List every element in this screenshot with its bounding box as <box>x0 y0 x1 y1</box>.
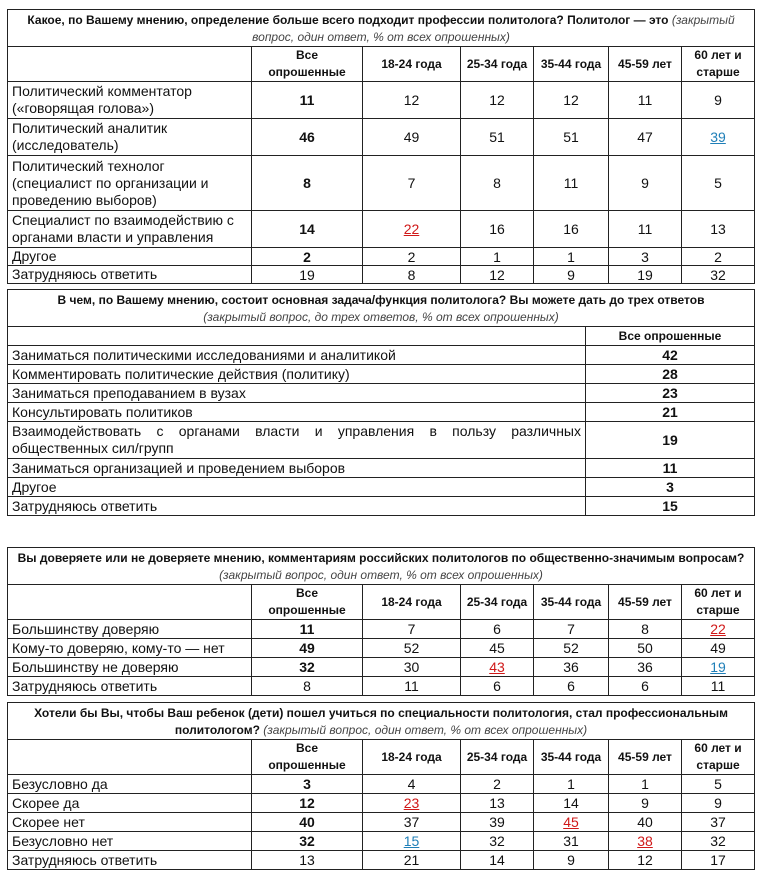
cell: 6 <box>534 677 609 696</box>
question-title <box>8 10 755 47</box>
header-all: Все опрошенные <box>586 327 755 346</box>
cell: 11 <box>252 82 363 119</box>
row-label: Затрудняюсь ответить <box>8 266 252 284</box>
cell: 9 <box>609 794 682 813</box>
cell: 2 <box>461 775 534 794</box>
table-row <box>8 497 755 516</box>
cell: 51 <box>534 119 609 156</box>
cell: 9 <box>609 156 682 211</box>
cell: 52 <box>534 639 609 658</box>
header-45-59: 45-59 лет <box>609 47 682 82</box>
cell: 11 <box>363 677 461 696</box>
header-35-44: 35-44 года <box>534 585 609 620</box>
table-row <box>8 832 755 851</box>
cell: 49 <box>252 639 363 658</box>
row-label: Комментировать политические действия (политику) <box>8 365 586 384</box>
row-label: Затрудняюсь ответить <box>8 677 252 696</box>
row-label: Заниматься политическими исследованиями и аналитикой <box>8 346 586 365</box>
cell: 8 <box>609 620 682 639</box>
cell: 30 <box>363 658 461 677</box>
cell: 2 <box>363 248 461 266</box>
table-row <box>8 82 755 119</box>
highlight-above: 22 <box>710 621 726 637</box>
highlight-above: 38 <box>637 833 653 849</box>
cell: 4 <box>363 775 461 794</box>
cell: 13 <box>461 794 534 813</box>
table-row <box>8 346 755 365</box>
table-row <box>8 851 755 870</box>
cell: 9 <box>682 794 755 813</box>
cell: 32 <box>252 832 363 851</box>
cell: 32 <box>252 658 363 677</box>
row-label: Взаимодействовать с органами власти и управления в пользу различных общественных сил/групп <box>8 422 586 459</box>
table-profession-definition <box>7 9 755 284</box>
header-18-24: 18-24 года <box>363 585 461 620</box>
table-row <box>8 658 755 677</box>
cell: 14 <box>252 211 363 248</box>
question-title <box>8 290 755 327</box>
header-60plus: 60 лет и старше <box>682 585 755 620</box>
table-row <box>8 813 755 832</box>
row-label: Специалист по взаимодействию с органами власти и управления <box>8 211 252 248</box>
cell: 1 <box>461 248 534 266</box>
cell: 14 <box>461 851 534 870</box>
table-row <box>8 248 755 266</box>
highlight-below: 39 <box>710 129 726 145</box>
header-18-24: 18-24 года <box>363 47 461 82</box>
highlight-above: 45 <box>563 814 579 830</box>
cell: 42 <box>586 346 755 365</box>
header-60plus: 60 лет и старше <box>682 740 755 775</box>
cell: 3 <box>609 248 682 266</box>
highlight-below: 15 <box>403 833 420 849</box>
cell: 8 <box>461 156 534 211</box>
table-row <box>8 211 755 248</box>
header-35-44: 35-44 года <box>534 47 609 82</box>
cell: 11 <box>586 459 755 478</box>
question-note: (закрытый вопрос, один ответ, % от всех опрошенных) <box>263 723 588 737</box>
question-text: Хотели бы Вы, чтобы Ваш ребенок (дети) пошел учиться по специальности политология, стал профессиональным политологом? <box>34 706 728 737</box>
cell: 13 <box>252 851 363 870</box>
question-note: (закрытый вопрос, один ответ, % от всех опрошенных) <box>219 568 543 582</box>
cell: 6 <box>461 677 534 696</box>
cell: 36 <box>534 658 609 677</box>
cell: 3 <box>586 478 755 497</box>
header-60plus: 60 лет и старше <box>682 47 755 82</box>
cell: 28 <box>586 365 755 384</box>
cell: 12 <box>363 82 461 119</box>
row-label: Безусловно нет <box>8 832 252 851</box>
question-text: Какое, по Вашему мнению, определение больше всего подходит профессии политолога? Политолог — это <box>27 13 669 27</box>
header-45-59: 45-59 лет <box>609 740 682 775</box>
table-row <box>8 119 755 156</box>
cell: 5 <box>682 775 755 794</box>
row-label: Другое <box>8 248 252 266</box>
cell: 2 <box>252 248 363 266</box>
row-label: Другое <box>8 478 586 497</box>
table-child-politology <box>7 702 755 870</box>
cell: 16 <box>534 211 609 248</box>
table-row <box>8 384 755 403</box>
cell: 46 <box>252 119 363 156</box>
cell: 3 <box>252 775 363 794</box>
row-label: Консультировать политиков <box>8 403 586 422</box>
cell: 32 <box>682 266 755 284</box>
row-label: Скорее да <box>8 794 252 813</box>
header-45-59: 45-59 лет <box>609 585 682 620</box>
row-label: Политический комментатор («говорящая голова») <box>8 82 252 119</box>
header-all: Все опрошенные <box>252 740 363 775</box>
question-note: (закрытый вопрос, до трех ответов, % от всех опрошенных) <box>203 310 559 324</box>
cell: 9 <box>682 82 755 119</box>
table-row <box>8 422 755 459</box>
question-note: (закрытый вопрос, один ответ, % от всех опрошенных) <box>252 13 735 44</box>
cell: 50 <box>609 639 682 658</box>
table-row <box>8 677 755 696</box>
cell: 12 <box>252 794 363 813</box>
cell: 2 <box>682 248 755 266</box>
table-row <box>8 620 755 639</box>
row-label: Политический аналитик (исследователь) <box>8 119 252 156</box>
cell: 32 <box>682 832 755 851</box>
cell: 19 <box>252 266 363 284</box>
table-row <box>8 365 755 384</box>
cell: 14 <box>534 794 609 813</box>
cell: 11 <box>252 620 363 639</box>
cell: 16 <box>461 211 534 248</box>
cell: 11 <box>609 211 682 248</box>
question-title <box>8 548 755 585</box>
cell: 7 <box>534 620 609 639</box>
table-main-function <box>7 289 755 516</box>
header-25-34: 25-34 года <box>461 47 534 82</box>
cell: 8 <box>252 677 363 696</box>
table-row <box>8 639 755 658</box>
cell: 45 <box>461 639 534 658</box>
row-label: Политический технолог (специалист по организации и проведению выборов) <box>8 156 252 211</box>
cell: 37 <box>682 813 755 832</box>
header-25-34: 25-34 года <box>461 585 534 620</box>
cell: 21 <box>586 403 755 422</box>
cell: 1 <box>609 775 682 794</box>
table-row <box>8 266 755 284</box>
cell: 12 <box>461 82 534 119</box>
cell: 49 <box>363 119 461 156</box>
table-trust-politologists <box>7 547 755 696</box>
row-label: Заниматься преподаванием в вузах <box>8 384 586 403</box>
cell: 40 <box>252 813 363 832</box>
cell: 13 <box>682 211 755 248</box>
cell: 9 <box>534 266 609 284</box>
header-empty <box>8 740 252 775</box>
cell: 17 <box>682 851 755 870</box>
highlight-below: 19 <box>710 659 726 675</box>
cell: 1 <box>534 248 609 266</box>
cell: 19 <box>609 266 682 284</box>
cell: 12 <box>534 82 609 119</box>
cell: 32 <box>461 832 534 851</box>
cell: 1 <box>534 775 609 794</box>
cell: 12 <box>461 266 534 284</box>
table-row <box>8 775 755 794</box>
cell: 19 <box>586 422 755 459</box>
question-title <box>8 703 755 740</box>
cell: 15 <box>586 497 755 516</box>
cell: 5 <box>682 156 755 211</box>
row-label: Затрудняюсь ответить <box>8 851 252 870</box>
question-text: Вы доверяете или не доверяете мнению, комментариям российских политологов по общественно-значимым вопросам? <box>17 551 745 565</box>
cell: 12 <box>609 851 682 870</box>
highlight-above: 23 <box>403 795 420 811</box>
row-label: Безусловно да <box>8 775 252 794</box>
cell: 21 <box>363 851 461 870</box>
cell: 11 <box>682 677 755 696</box>
cell: 47 <box>609 119 682 156</box>
header-all: Все опрошенные <box>252 585 363 620</box>
cell: 51 <box>461 119 534 156</box>
row-label: Большинству не доверяю <box>8 658 252 677</box>
row-label: Заниматься организацией и проведением выборов <box>8 459 586 478</box>
cell: 52 <box>363 639 461 658</box>
table-row <box>8 156 755 211</box>
cell: 23 <box>586 384 755 403</box>
header-empty <box>8 47 252 82</box>
cell: 8 <box>363 266 461 284</box>
header-25-34: 25-34 года <box>461 740 534 775</box>
cell: 31 <box>534 832 609 851</box>
header-35-44: 35-44 года <box>534 740 609 775</box>
cell: 37 <box>363 813 461 832</box>
cell: 11 <box>534 156 609 211</box>
cell: 49 <box>682 639 755 658</box>
table-row <box>8 794 755 813</box>
row-label: Скорее нет <box>8 813 252 832</box>
row-label: Затрудняюсь ответить <box>8 497 586 516</box>
highlight-above: 22 <box>403 221 420 237</box>
question-text: В чем, по Вашему мнению, состоит основная задача/функция политолога? Вы можете дать до трех ответов <box>57 293 705 307</box>
table-row <box>8 478 755 497</box>
cell: 6 <box>609 677 682 696</box>
row-label: Кому-то доверяю, кому-то — нет <box>8 639 252 658</box>
header-18-24: 18-24 года <box>363 740 461 775</box>
cell: 8 <box>252 156 363 211</box>
cell: 9 <box>534 851 609 870</box>
cell: 7 <box>363 156 461 211</box>
header-empty <box>8 327 586 346</box>
cell: 36 <box>609 658 682 677</box>
cell: 39 <box>461 813 534 832</box>
header-empty <box>8 585 252 620</box>
highlight-above: 43 <box>489 659 505 675</box>
table-row <box>8 403 755 422</box>
header-all: Все опрошенные <box>252 47 363 82</box>
cell: 40 <box>609 813 682 832</box>
cell: 7 <box>363 620 461 639</box>
cell: 11 <box>609 82 682 119</box>
row-label: Большинству доверяю <box>8 620 252 639</box>
table-row <box>8 459 755 478</box>
cell: 6 <box>461 620 534 639</box>
